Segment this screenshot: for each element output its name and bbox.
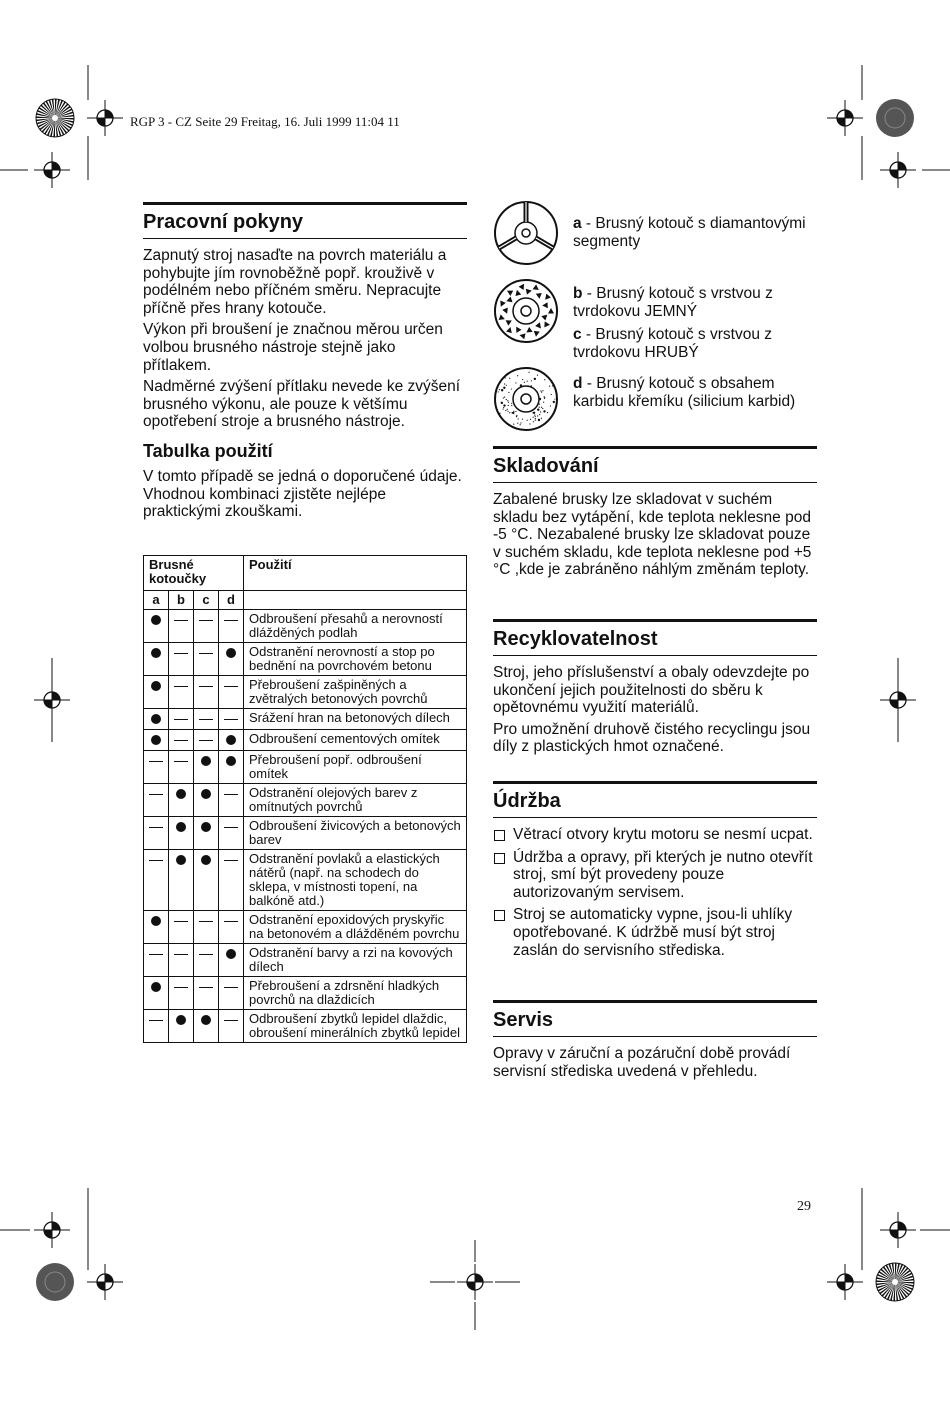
dash-icon	[174, 719, 188, 720]
paragraph: Zapnutý stroj nasaďte na povrch materiálu a pohybujte jím rovnoběžně popř. krouživě v podélném nebo příčném směru. Nepracujte příčně přes hrany kotouče.	[143, 247, 447, 317]
use-cell: Odstranění epoxidových pryskyřic na betonovém a dlážděném povrchu	[244, 911, 467, 944]
heading: Pracovní pokyny	[143, 205, 467, 239]
use-cell: Přebroušení zašpiněných a zvětralých betonových povrchů	[244, 676, 467, 709]
subheading: Tabulka použití	[143, 440, 273, 461]
dot-icon	[226, 648, 236, 658]
mark-a	[144, 944, 169, 977]
dash-icon	[224, 921, 238, 922]
use-cell: Odbroušení cementových omítek	[244, 730, 467, 751]
dot-icon	[201, 822, 211, 832]
dot-icon	[151, 681, 161, 691]
list-item: Stroj se automaticky vypne, jsou-li uhlíky opotřebované. K údržbě musí být stroj zaslán do servisního střediska.	[493, 906, 817, 959]
header-discs: Brusné kotoučky	[144, 556, 244, 591]
mark-a	[144, 817, 169, 850]
section-servis	[493, 1000, 817, 1084]
mark-a	[144, 643, 169, 676]
page-number: 29	[797, 1199, 811, 1214]
mark-c	[194, 730, 219, 751]
dash-icon	[174, 686, 188, 687]
header-use: Použití	[244, 556, 467, 591]
usage-table	[143, 555, 467, 1043]
dash-icon	[149, 794, 163, 795]
table-row	[144, 610, 467, 643]
mark-a	[144, 784, 169, 817]
dash-icon	[149, 1020, 163, 1021]
usage-table-wrap	[143, 555, 467, 1043]
heading: Recyklovatelnost	[493, 622, 817, 656]
dot-icon	[176, 855, 186, 865]
use-cell: Odstranění olejových barev z omítnutých povrchů	[244, 784, 467, 817]
dot-icon	[176, 822, 186, 832]
dash-icon	[224, 827, 238, 828]
use-cell: Srážení hran na betonových dílech	[244, 709, 467, 730]
table-row	[144, 944, 467, 977]
dash-icon	[224, 686, 238, 687]
disc-b-c: b - Brusný kotouč s vrstvou z tvrdokovu JEMNÝ c - Brusný kotouč s vrstvou z tvrdokovu HRUBÝ	[493, 270, 817, 352]
table-row	[144, 1010, 467, 1043]
checkbox-bullet-icon	[494, 830, 505, 841]
dash-icon	[174, 653, 188, 654]
mark-d	[219, 1010, 244, 1043]
table-row	[144, 676, 467, 709]
col-c: c	[194, 591, 219, 610]
dot-icon	[201, 756, 211, 766]
dash-icon	[224, 1020, 238, 1021]
dot-icon	[201, 855, 211, 865]
mark-b	[169, 751, 194, 784]
dash-icon	[149, 827, 163, 828]
mark-c	[194, 643, 219, 676]
dot-icon	[151, 648, 161, 658]
use-cell: Odstranění nerovností a stop po bednění na povrchovém betonu	[244, 643, 467, 676]
use-cell: Přebroušení a zdrsnění hladkých povrchů na dlaždicích	[244, 977, 467, 1010]
paragraph: V tomto případě se jedná o doporučené údaje. Vhodnou kombinaci zjistěte nejlépe praktickými zkouškami.	[143, 467, 462, 521]
dash-icon	[199, 686, 213, 687]
mark-a	[144, 911, 169, 944]
mark-b	[169, 944, 194, 977]
mark-d	[219, 850, 244, 911]
use-cell: Odbroušení živicových a betonových barev	[244, 817, 467, 850]
mark-b	[169, 850, 194, 911]
mark-a	[144, 751, 169, 784]
dot-icon	[151, 735, 161, 745]
dash-icon	[199, 921, 213, 922]
section-recyklovatelnost	[493, 619, 817, 760]
print-header: RGP 3 - CZ Seite 29 Freitag, 16. Juli 1999 11:04 11	[130, 114, 400, 129]
mark-b	[169, 1010, 194, 1043]
dash-icon	[149, 761, 163, 762]
col-b: b	[169, 591, 194, 610]
mark-c	[194, 850, 219, 911]
mark-d	[219, 911, 244, 944]
dot-icon	[226, 756, 236, 766]
dash-icon	[149, 954, 163, 955]
dash-icon	[149, 860, 163, 861]
table-row	[144, 709, 467, 730]
mark-b	[169, 911, 194, 944]
dash-icon	[224, 620, 238, 621]
col-a: a	[144, 591, 169, 610]
dot-icon	[176, 789, 186, 799]
list-item: Údržba a opravy, při kterých je nutno otevřít stroj, smí být provedeny pouze autorizovaným servisem.	[493, 849, 817, 902]
mark-a	[144, 709, 169, 730]
carbide-disc-icon	[493, 278, 559, 344]
dash-icon	[199, 620, 213, 621]
mark-b	[169, 977, 194, 1010]
mark-c	[194, 784, 219, 817]
table-row	[144, 730, 467, 751]
use-cell: Odbroušení přesahů a nerovností dlážděných podlah	[244, 610, 467, 643]
dash-icon	[199, 719, 213, 720]
silicon-carbide-disc-icon	[493, 366, 559, 432]
dot-icon	[201, 1015, 211, 1025]
paragraph: Pro umožnění druhově čistého recyclingu jsou díly z plastických hmot označené.	[493, 720, 811, 756]
mark-a	[144, 676, 169, 709]
mark-b	[169, 643, 194, 676]
dot-icon	[176, 1015, 186, 1025]
section-udrzba	[493, 781, 817, 964]
dash-icon	[224, 719, 238, 720]
checkbox-bullet-icon	[494, 853, 505, 864]
mark-c	[194, 709, 219, 730]
diamond-segment-disc-icon	[493, 200, 559, 266]
dot-icon	[226, 735, 236, 745]
mark-a	[144, 850, 169, 911]
mark-b	[169, 610, 194, 643]
mark-c	[194, 977, 219, 1010]
mark-c	[194, 944, 219, 977]
mark-b	[169, 730, 194, 751]
paragraph: Zabalené brusky lze skladovat v suchém skladu bez vytápění, kde teplota neklesne pod -5 °C. Nezabalené brusky lze skladovat pouze v suchém skladu, kde teplota neklesne pod +5 °C ,kde je zabráněno náhlým změnám teploty.	[493, 491, 812, 579]
table-row	[144, 850, 467, 911]
table-row	[144, 643, 467, 676]
paragraph: Nadměrné zvýšení přítlaku nevede ke zvýšení brusného výkonu, ale pouze k většímu opotřebení stroje a brusného nástroje.	[143, 378, 461, 431]
heading: Údržba	[493, 784, 817, 818]
paragraph: Stroj, jeho příslušenství a obaly odevzdejte po ukončení jejich použitelnosti do sběru k opětovnému využití materiálů.	[493, 664, 810, 717]
section-pracovni-pokyny	[143, 202, 467, 525]
mark-a	[144, 1010, 169, 1043]
dash-icon	[224, 794, 238, 795]
mark-c	[194, 911, 219, 944]
dot-icon	[151, 982, 161, 992]
list-item: Větrací otvory krytu motoru se nesmí ucpat.	[493, 826, 817, 844]
use-cell: Odstranění barvy a rzi na kovových dílech	[244, 944, 467, 977]
table-row	[144, 784, 467, 817]
mark-b	[169, 676, 194, 709]
mark-d	[219, 944, 244, 977]
table-row	[144, 977, 467, 1010]
dash-icon	[224, 987, 238, 988]
dot-icon	[151, 714, 161, 724]
dot-icon	[226, 949, 236, 959]
disc-d: d - Brusný kotouč s obsahem karbidu křemíku (silicium karbid)	[493, 358, 817, 432]
heading: Servis	[493, 1003, 817, 1037]
table-row	[144, 817, 467, 850]
mark-d	[219, 730, 244, 751]
mark-d	[219, 784, 244, 817]
dash-icon	[224, 860, 238, 861]
mark-c	[194, 610, 219, 643]
mark-d	[219, 709, 244, 730]
mark-d	[219, 676, 244, 709]
mark-c	[194, 817, 219, 850]
checkbox-bullet-icon	[494, 910, 505, 921]
dash-icon	[199, 954, 213, 955]
table-row	[144, 911, 467, 944]
mark-a	[144, 977, 169, 1010]
mark-c	[194, 676, 219, 709]
table-row	[144, 751, 467, 784]
use-cell: Přebroušení popř. odbroušení omítek	[244, 751, 467, 784]
mark-a	[144, 610, 169, 643]
mark-b	[169, 784, 194, 817]
mark-c	[194, 751, 219, 784]
dash-icon	[199, 740, 213, 741]
dash-icon	[174, 954, 188, 955]
mark-c	[194, 1010, 219, 1043]
dash-icon	[199, 987, 213, 988]
dash-icon	[174, 740, 188, 741]
mark-a	[144, 730, 169, 751]
disc-legend	[493, 200, 817, 438]
dash-icon	[199, 653, 213, 654]
heading: Skladování	[493, 449, 817, 483]
dot-icon	[151, 615, 161, 625]
mark-d	[219, 817, 244, 850]
dot-icon	[201, 789, 211, 799]
mark-d	[219, 977, 244, 1010]
dash-icon	[174, 921, 188, 922]
disc-a: a - Brusný kotouč s diamantovými segmenty	[493, 200, 817, 264]
mark-b	[169, 709, 194, 730]
mark-d	[219, 643, 244, 676]
mark-b	[169, 817, 194, 850]
section-skladovani	[493, 446, 817, 583]
mark-d	[219, 610, 244, 643]
mark-d	[219, 751, 244, 784]
paragraph: Opravy v záruční a pozáruční době provádí servisní střediska uvedená v přehledu.	[493, 1045, 791, 1080]
dash-icon	[174, 620, 188, 621]
use-cell: Odstranění povlaků a elastických nátěrů (např. na schodech do sklepa, v místnosti topení, na balkóně atd.)	[244, 850, 467, 911]
dash-icon	[174, 987, 188, 988]
paragraph: Výkon při broušení je značnou měrou určen volbou brusného nástroje stejně jako přítlakem.	[143, 321, 443, 374]
use-cell: Odbroušení zbytků lepidel dlaždic, obroušení minerálních zbytků lepidel	[244, 1010, 467, 1043]
col-d: d	[219, 591, 244, 610]
dot-icon	[151, 916, 161, 926]
dash-icon	[174, 761, 188, 762]
